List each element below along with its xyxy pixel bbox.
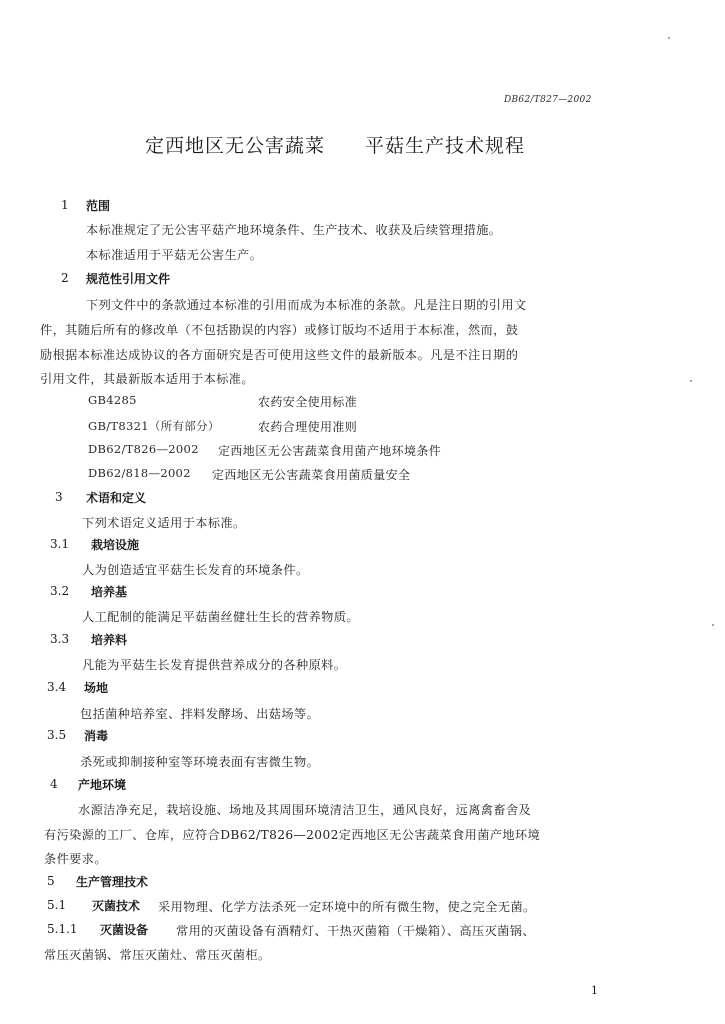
- reference-code: GB/T8321（所有部分）: [88, 419, 220, 433]
- term-number: 3.1: [50, 537, 70, 551]
- term-number: 3.4: [47, 680, 67, 694]
- reference-code: DB62/818—2002: [88, 466, 191, 480]
- term-definition: 杀死或抑制接种室等环境表面有害微生物。: [80, 755, 320, 769]
- section-1-heading: 范围: [86, 199, 111, 213]
- section-4-heading: 产地环境: [78, 778, 127, 792]
- term-heading: 场地: [84, 681, 109, 695]
- page-number: 1: [591, 984, 598, 997]
- term-number: 3.2: [50, 584, 70, 598]
- subsection-5-1-1-line-1: 常用的灭菌设备有酒精灯、干热灭菌箱（干燥箱）、高压灭菌锅、: [176, 924, 535, 938]
- term-heading: 培养料: [91, 633, 128, 647]
- subsection-5-1-1-heading: 灭菌设备: [100, 923, 149, 937]
- term-heading: 栽培设施: [91, 538, 140, 552]
- section-2-line-4: 引用文件，其最新版本适用于本标准。: [40, 372, 254, 386]
- section-2-line-2: 件，其随后所有的修改单（不包括勘误的内容）或修订版均不适用于本标准，然而，鼓: [40, 323, 519, 337]
- scan-speck: [690, 380, 692, 382]
- term-definition: 人为创造适宜平菇生长发育的环境条件。: [82, 563, 309, 577]
- section-5-number: 5: [47, 874, 55, 888]
- section-4-number: 4: [50, 777, 58, 791]
- section-4-line-3: 条件要求。: [44, 852, 107, 866]
- reference-title: 农药安全使用标准: [258, 395, 358, 409]
- term-definition: 包括菌种培养室、拌料发酵场、出菇场等。: [80, 707, 320, 721]
- term-number: 3.5: [47, 728, 67, 742]
- reference-title: 定西地区无公害蔬菜食用菌产地环境条件: [218, 444, 442, 458]
- section-3-paragraph: 下列术语定义适用于本标准。: [82, 516, 246, 530]
- reference-title: 农药合理使用准则: [258, 420, 358, 434]
- section-1-number: 1: [61, 198, 69, 212]
- section-4-line-2: 有污染源的工厂、仓库，应符合DB62/T826—2002定西地区无公害蔬菜食用菌产地环境: [44, 828, 541, 842]
- section-3-heading: 术语和定义: [86, 491, 147, 505]
- title-part-2: 平菇生产技术规程: [365, 135, 526, 157]
- subsection-5-1-text: 采用物理、化学方法杀死一定环境中的所有微生物，使之完全无菌。: [158, 900, 536, 914]
- subsection-5-1-number: 5.1: [47, 898, 67, 912]
- section-2-heading: 规范性引用文件: [86, 272, 171, 286]
- reference-title: 定西地区无公害蔬菜食用菌质量安全: [212, 468, 411, 482]
- section-3-number: 3: [55, 490, 63, 504]
- scan-speck: [712, 624, 714, 626]
- standard-code: DB62/T827—2002: [504, 95, 592, 105]
- term-definition: 人工配制的能满足平菇菌丝健壮生长的营养物质。: [82, 610, 359, 624]
- term-heading: 消毒: [84, 729, 109, 743]
- term-definition: 凡能为平菇生长发育提供营养成分的各种原料。: [82, 658, 347, 672]
- section-1-paragraph-1: 本标准规定了无公害平菇产地环境条件、生产技术、收获及后续管理措施。: [86, 223, 502, 237]
- reference-code: DB62/T826—2002: [88, 442, 199, 456]
- section-4-line-1: 水源洁净充足，栽培设施、场地及其周围环境清洁卫生，通风良好，远离禽畜舍及: [78, 803, 532, 817]
- term-number: 3.3: [50, 632, 70, 646]
- section-2-number: 2: [61, 271, 69, 285]
- reference-code: GB4285: [88, 393, 137, 407]
- subsection-5-1-heading: 灭菌技术: [92, 899, 141, 913]
- section-1-paragraph-2: 本标准适用于平菇无公害生产。: [86, 248, 263, 262]
- section-2-line-1: 下列文件中的条款通过本标准的引用而成为本标准的条款。凡是注日期的引用文: [86, 298, 527, 312]
- subsection-5-1-1-number: 5.1.1: [47, 922, 78, 936]
- page-title: [145, 131, 525, 158]
- term-heading: 培养基: [91, 585, 128, 599]
- title-part-1: 定西地区无公害蔬菜: [145, 135, 326, 157]
- section-2-line-3: 励根据本标准达成协议的各方面研究是否可使用这些文件的最新版本。凡是不注日期的: [40, 348, 519, 362]
- subsection-5-1-1-line-2: 常压灭菌锅、常压灭菌灶、常压灭菌柜。: [44, 948, 271, 962]
- section-5-heading: 生产管理技术: [76, 875, 149, 889]
- scan-speck: [668, 37, 670, 39]
